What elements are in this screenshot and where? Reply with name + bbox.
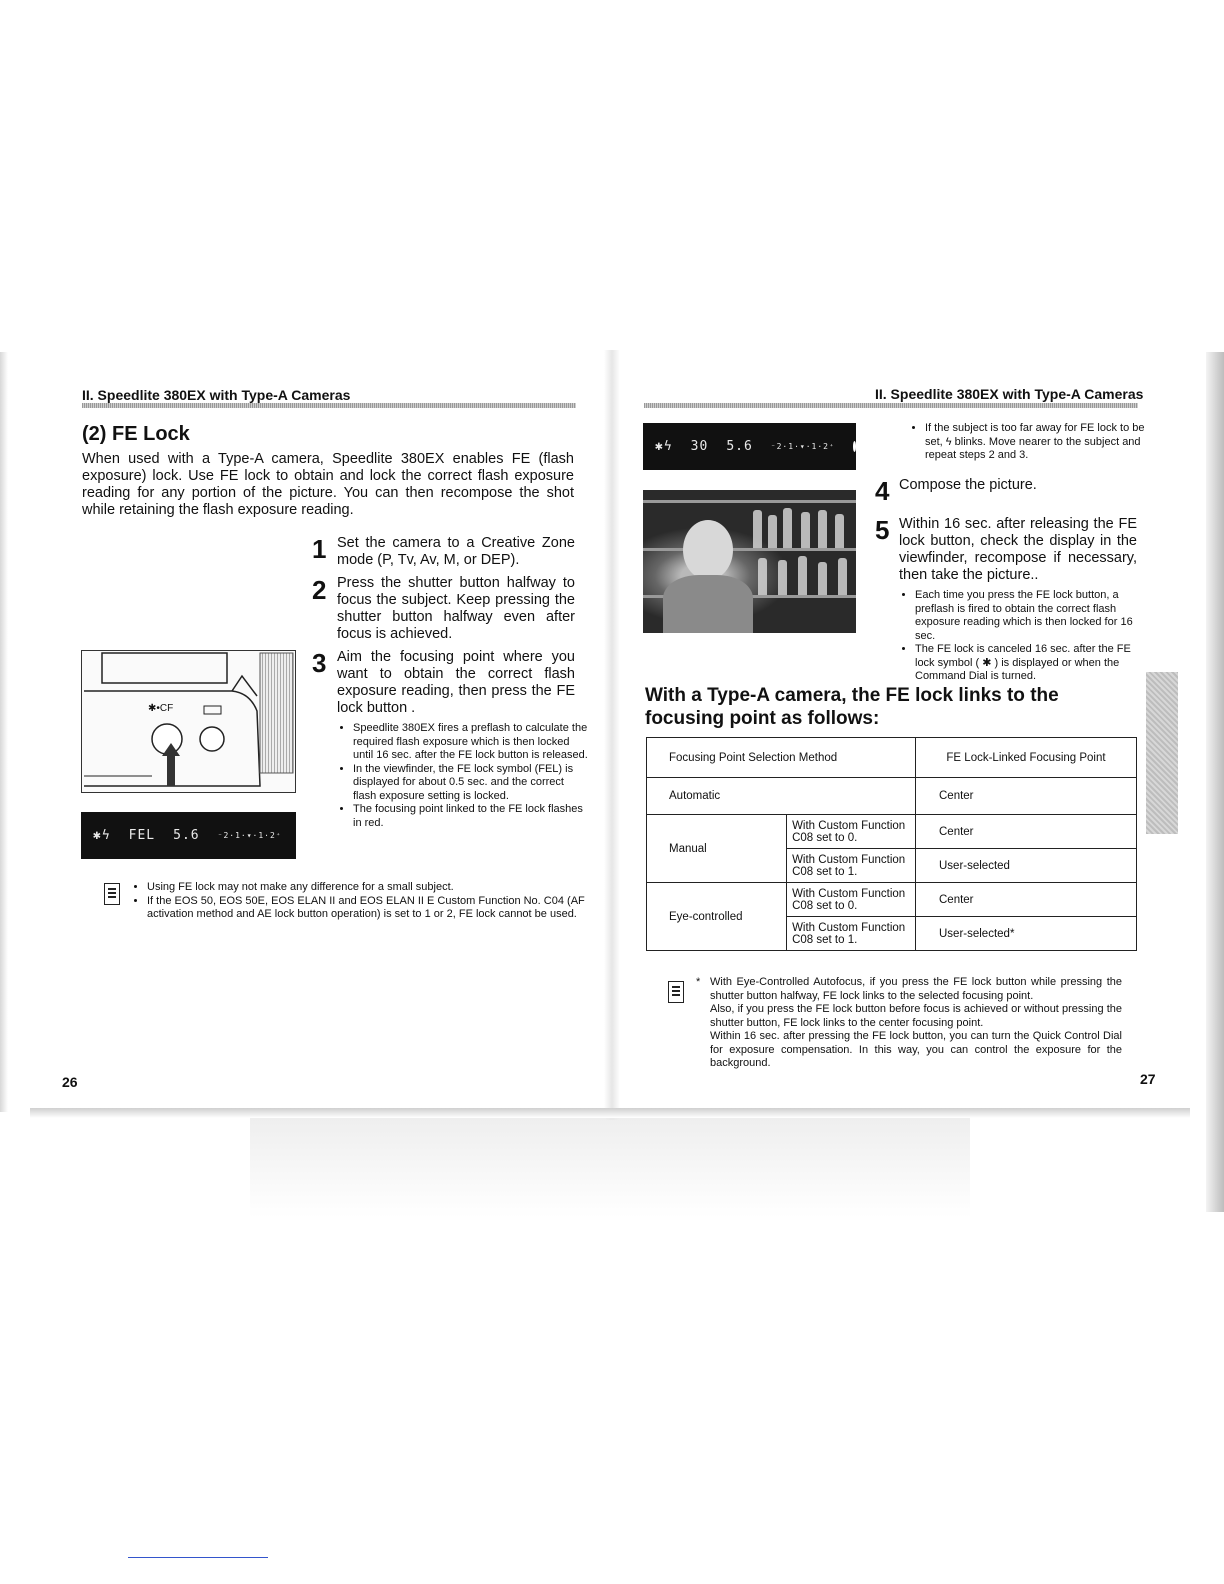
section-title: (2) FE Lock: [82, 423, 190, 445]
linked-point-value: Center: [916, 883, 1137, 917]
page-number-right: 27: [1140, 1071, 1156, 1087]
linked-point-value: Center: [916, 815, 1137, 849]
method-eye-controlled: Eye-controlled: [647, 883, 787, 951]
table-row: [647, 815, 1137, 849]
photo-bottle: [783, 508, 792, 548]
shutter-indicator: 30: [690, 439, 709, 454]
step-4-text: Compose the picture.: [899, 477, 1037, 493]
step-1-number: 1: [312, 534, 327, 564]
footnote-line: Within 16 sec. after pressing the FE lock button, you can turn the Quick Control Dial for exposure compensation. In this way, you can control the exposure for the background.: [710, 1030, 1122, 1069]
custom-function-setting: With Custom Function C08 set to 0.: [787, 883, 916, 917]
custom-function-setting: With Custom Function C08 set to 1.: [787, 917, 916, 951]
aperture-value: 5.6: [726, 439, 753, 454]
focus-confirmation-icon: [853, 441, 856, 452]
custom-function-setting: With Custom Function C08 set to 0.: [787, 815, 916, 849]
step-3-bullet: • Speedlite 380EX fires a preflash to calculate the required flash exposure which is then locked until 16 sec. after the FE lock button is released.: [353, 722, 588, 763]
sample-photo-woman-at-bar: [643, 490, 856, 633]
book-spine: [604, 350, 620, 1120]
photo-bottle: [798, 556, 807, 595]
aperture-value: 5.6: [173, 828, 200, 843]
step-3-bullets: [340, 722, 588, 830]
photo-shelf: [643, 500, 856, 503]
top-bullet: • If the subject is too far away for FE lock to be set, ϟ blinks. Move nearer to the subject and repeat steps 2 and 3.: [925, 422, 1149, 463]
step-3-bullet: • The focusing point linked to the FE lock flashes in red.: [353, 803, 588, 830]
table-row-automatic: [647, 778, 1137, 815]
method-manual: Manual: [647, 815, 787, 883]
step-1-text: Set the camera to a Creative Zone mode (P, Tv, Av, M, or DEP).: [337, 535, 575, 568]
method-automatic: Automatic: [647, 778, 916, 815]
note-item: • If the EOS 50, EOS 50E, EOS ELAN II and EOS ELAN II E Custom Function No. C04 (AF activation method and AE lock button operation) is set to 1 or 2, FE lock cannot be used.: [147, 895, 587, 922]
step-5-text: Within 16 sec. after releasing the FE lock button, check the display in the viewfinder, recompose if necessary, then take the picture..: [899, 516, 1137, 583]
step-5-bullet: • Each time you press the FE lock button, a preflash is fired to obtain the correct flash exposure reading which is then locked for 16 sec.: [915, 589, 1150, 643]
left-page-header: II. Speedlite 380EX with Type-A Cameras: [82, 387, 351, 403]
page-edge-shadow-left: [0, 352, 8, 1112]
linked-point-value: User-selected: [916, 849, 1137, 883]
photo-bottle: [801, 512, 810, 548]
linked-point-value: User-selected*: [916, 917, 1137, 951]
exposure-scale: ⁻2·1·▾·1·2⁺: [770, 442, 835, 451]
table-header-row: [647, 738, 1137, 778]
page-edge-shadow-right: [1206, 352, 1224, 1212]
exposure-scale: ⁻2·1·▾·1·2⁺: [217, 831, 282, 840]
photo-face: [683, 520, 733, 580]
linked-point-value: Center: [916, 778, 1137, 815]
note-icon: [104, 883, 120, 905]
note-icon: [668, 981, 684, 1003]
photo-bottle: [753, 510, 762, 548]
viewfinder-display-left: [81, 812, 296, 859]
footnote-line: Also, if you press the FE lock button before focus is achieved or without pressing the shutter button, FE lock links to the center focusing point.: [710, 1003, 1122, 1029]
step-3-text: Aim the focusing point where you want to obtain the correct flash exposure reading, then press the FE lock button .: [337, 649, 575, 716]
step-3-bullet: • In the viewfinder, the FE lock symbol (FEL) is displayed for about 0.5 sec. and the correct flash exposure setting is locked.: [353, 763, 588, 804]
chapter-tab-marker: [1146, 672, 1178, 834]
table-heading: With a Type-A camera, the FE lock links to the focusing point as follows:: [645, 685, 1059, 729]
flash-symbols: ✱ϟ: [93, 828, 111, 843]
step-2-number: 2: [312, 575, 327, 605]
photo-bottle: [818, 510, 827, 548]
page-number-left: 26: [62, 1074, 78, 1090]
page-bottom-edge: [30, 1108, 1190, 1118]
step-5-number: 5: [875, 515, 890, 545]
flash-symbols: ✱ϟ: [655, 439, 673, 454]
right-page-header: II. Speedlite 380EX with Type-A Cameras: [875, 386, 1144, 402]
intro-paragraph: When used with a Type-A camera, Speedlite 380EX enables FE (flash exposure) lock. Use FE lock to obtain and lock the correct flash exposure reading for any portion of the picture. You can then recompose the shot while retaining the flash exposure reading.: [82, 451, 574, 518]
step-4-number: 4: [875, 476, 890, 506]
photo-shelf: [643, 548, 856, 551]
photo-bottle: [768, 515, 777, 548]
column-header-linked-point: FE Lock-Linked Focusing Point: [916, 738, 1137, 778]
column-header-method: Focusing Point Selection Method: [647, 738, 916, 778]
photo-bottle: [818, 562, 827, 595]
photo-body: [663, 575, 753, 633]
note-item: • Using FE lock may not make any difference for a small subject.: [147, 881, 587, 895]
fe-lock-table: [646, 737, 1137, 951]
subject-too-far-note: [912, 422, 1149, 463]
blue-line-artifact: [128, 1557, 268, 1558]
photo-bottle: [758, 558, 767, 595]
footnote-line: With Eye-Controlled Autofocus, if you press the FE lock button while pressing the shutter button halfway, FE lock links to the selected focusing point.: [710, 976, 1122, 1002]
left-header-rule: [82, 403, 576, 408]
left-notes: [134, 881, 587, 922]
camera-button-label: ✱•CF: [148, 703, 174, 714]
camera-body-drawing: [82, 651, 295, 792]
step-3-number: 3: [312, 648, 327, 678]
footnote-asterisk: *: [696, 976, 701, 988]
custom-function-setting: With Custom Function C08 set to 1.: [787, 849, 916, 883]
photo-bottle: [838, 558, 847, 595]
table-row: [647, 883, 1137, 917]
right-header-rule: [644, 403, 1138, 408]
fel-indicator: FEL: [128, 828, 156, 843]
viewfinder-display-right: [643, 423, 856, 470]
photo-bottle: [835, 514, 844, 548]
right-footnote: [710, 976, 1122, 1071]
photo-bottle: [778, 560, 787, 595]
step-5-bullets: [902, 589, 1150, 684]
camera-illustration: [81, 650, 296, 793]
step-5-bullet: • The FE lock is canceled 16 sec. after the FE lock symbol ( ✱ ) is displayed or when the Command Dial is turned.: [915, 643, 1150, 684]
scan-shadow: [250, 1118, 970, 1218]
step-2-text: Press the shutter button halfway to focus the subject. Keep pressing the shutter button halfway even after focus is achieved.: [337, 575, 575, 642]
